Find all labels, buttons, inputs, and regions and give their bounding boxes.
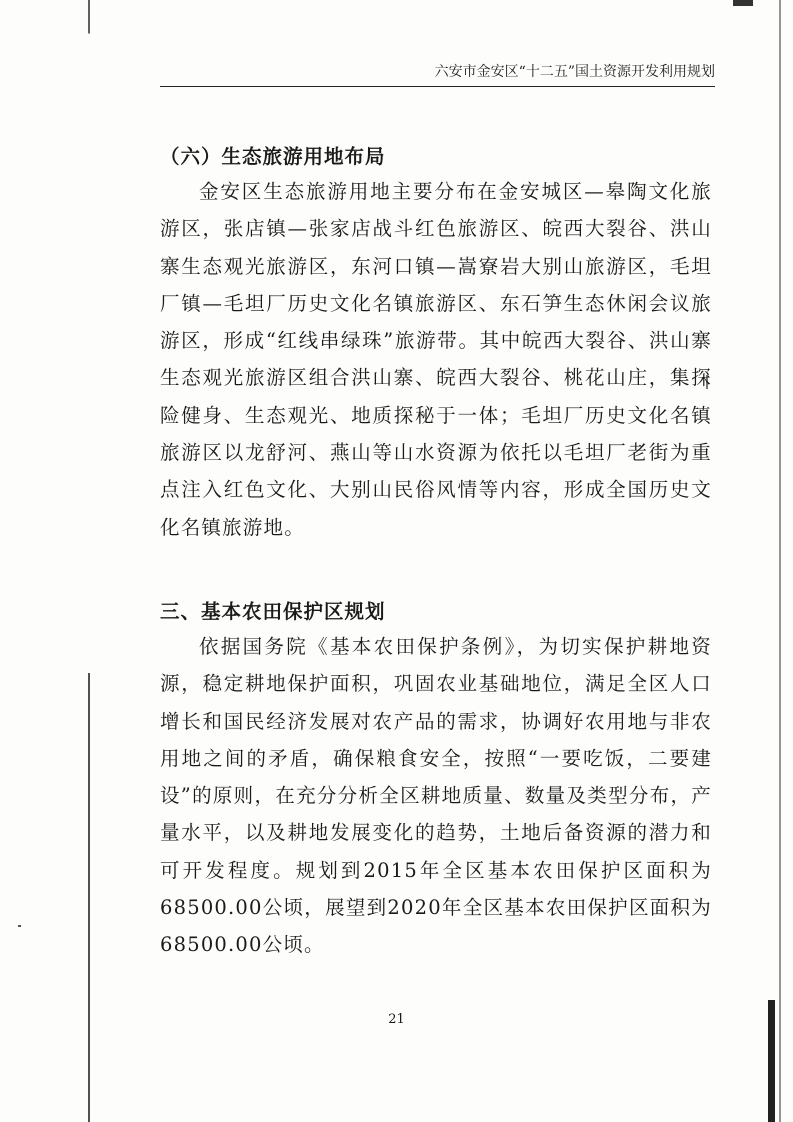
scan-corner-mark — [733, 0, 753, 6]
section-title-ecotourism: （六）生态旅游用地布局 — [160, 145, 386, 168]
page-number: 21 — [388, 1012, 405, 1027]
scan-speck — [18, 925, 21, 927]
running-header: 六安市金安区“十二五”国土资源开发利用规划 — [160, 62, 715, 87]
paragraph-ecotourism: 金安区生态旅游用地主要分布在金安城区—皋陶文化旅游区，张店镇—张家店战斗红色旅游区、皖西大裂谷、洪山寨生态观光旅游区，东河口镇—嵩寮岩大别山旅游区，毛坦厂镇—毛坦厂历史文化名镇旅游区、东石笋生态休闲会议旅游区，形成“红线串绿珠”旅游带。其中皖西大裂谷、洪山寨生态观光旅游区组合洪山寨、皖西大裂谷、桃花山庄，集探险健身、生态观光、地质探秘于一体；毛坦厂历史文化名镇旅游区以龙舒河、燕山等山水资源为依托以毛坦厂老街为重点注入红色文化、大别山民俗风情等内容，形成全国历史文化名镇旅游地。 — [160, 180, 712, 539]
scan-edge-left — [88, 0, 90, 1122]
scan-edge-right — [779, 0, 781, 1122]
section-title-farmland: 三、基本农田保护区规划 — [160, 600, 386, 623]
paragraph-farmland: 依据国务院《基本农田保护条例》，为切实保护耕地资源，稳定耕地保护面积，巩固农业基础地位，满足全区人口增长和国民经济发展对农产品的需求，协调好农用地与非农用地之间的矛盾，确保粮食安全，按照“一要吃饭，二要建设”的原则，在充分分析全区耕地质量、数量及类型分布，产量水平，以及耕地发展变化的趋势，土地后备资源的潜力和可开发程度。规划到2015年全区基本农田保护区面积为68500.00公顷，展望到2020年全区基本农田保护区面积为68500.00公顷。 — [160, 635, 712, 957]
